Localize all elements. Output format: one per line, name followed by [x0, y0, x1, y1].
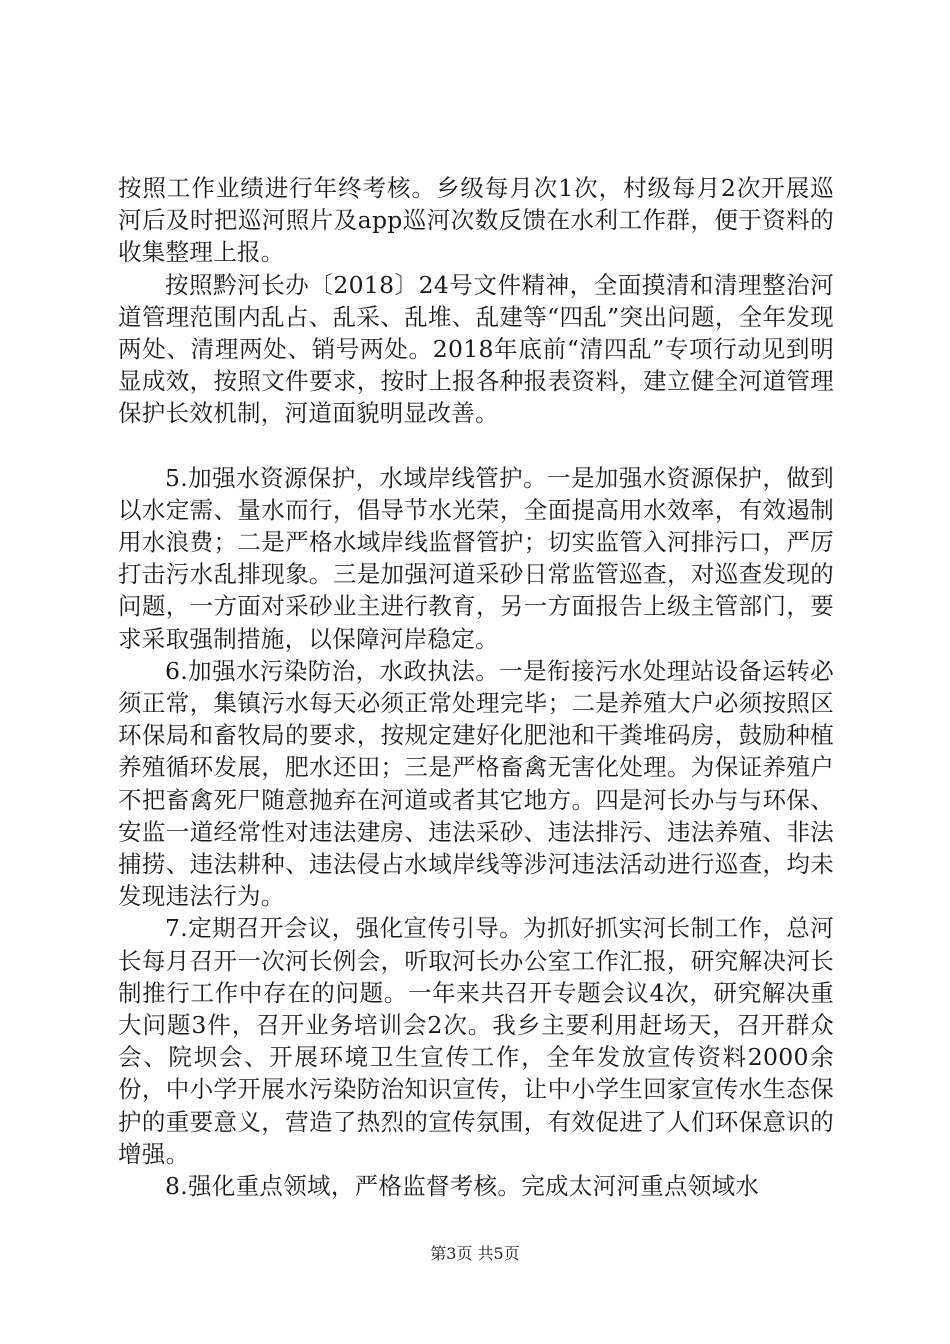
paragraph-1: 按照工作业绩进行年终考核。乡级每月次1次，村级每月2次开展巡河后及时把巡河照片及app巡河次数反馈在水利工作群，便于资料的收集整理上报。: [118, 174, 834, 267]
paragraph-2: 按照黔河长办〔2018〕24号文件精神，全面摸清和清理整治河道管理范围内乱占、乱采、乱堆、乱建等“四乱”突出问题，全年发现两处、清理两处、销号两处。2018年底前“清四乱”专项行动见到明显成效，按照文件要求，按时上报各种报表资料，建立健全河道管理保护长效机制，河道面貌明显改善。: [118, 270, 834, 428]
page-footer: 第3页 共5页: [430, 1244, 520, 1263]
paragraph-5: 7.定期召开会议，强化宣传引导。为抓好抓实河长制工作，总河长每月召开一次河长例会，听取河长办公室工作汇报，研究解决河长制推行工作中存在的问题。一年来共召开专题会议4次，研究解决重大问题3件，召开业务培训会2次。我乡主要利用赶场天，召开群众会、院坝会、开展环境卫生宣传工作，全年发放宣传资料2000余份，中小学开展水污染防治知识宣传，让中小学生回家宣传水生态保护的重要意义，营造了热烈的宣传氛围，有效促进了人们环保意识的增强。: [118, 914, 834, 1168]
paragraph-6: 8.强化重点领域，严格监督考核。完成太河河重点领域水: [165, 1172, 760, 1201]
paragraph-spacer: [118, 430, 834, 462]
document-body: [118, 172, 834, 1202]
paragraph-4: 6.加强水污染防治，水政执法。一是衔接污水处理站设备运转必须正常，集镇污水每天必须正常处理完毕；二是养殖大户必须按照区环保局和畜牧局的要求，按规定建好化肥池和干粪堆码房，鼓励种植养殖循环发展，肥水还田；三是严格畜禽无害化处理。为保证养殖户不把畜禽死尸随意抛弃在河道或者其它地方。四是河长办与与环保、安监一道经常性对违法建房、违法采砂、违法排污、违法养殖、非法捕捞、违法耕种、违法侵占水域岸线等涉河违法活动进行巡查，均未发现违法行为。: [118, 656, 834, 911]
paragraph-3: 5.加强水资源保护，水域岸线管护。一是加强水资源保护，做到以水定需、量水而行，倡导节水光荣，全面提高用水效率，有效遏制用水浪费；二是严格水域岸线监督管护；切实监管入河排污口，严厉打击污水乱排现象。三是加强河道采砂日常监管巡查，对巡查发现的问题，一方面对采砂业主进行教育，另一方面报告上级主管部门，要求采取强制措施，以保障河岸稳定。: [118, 463, 834, 653]
